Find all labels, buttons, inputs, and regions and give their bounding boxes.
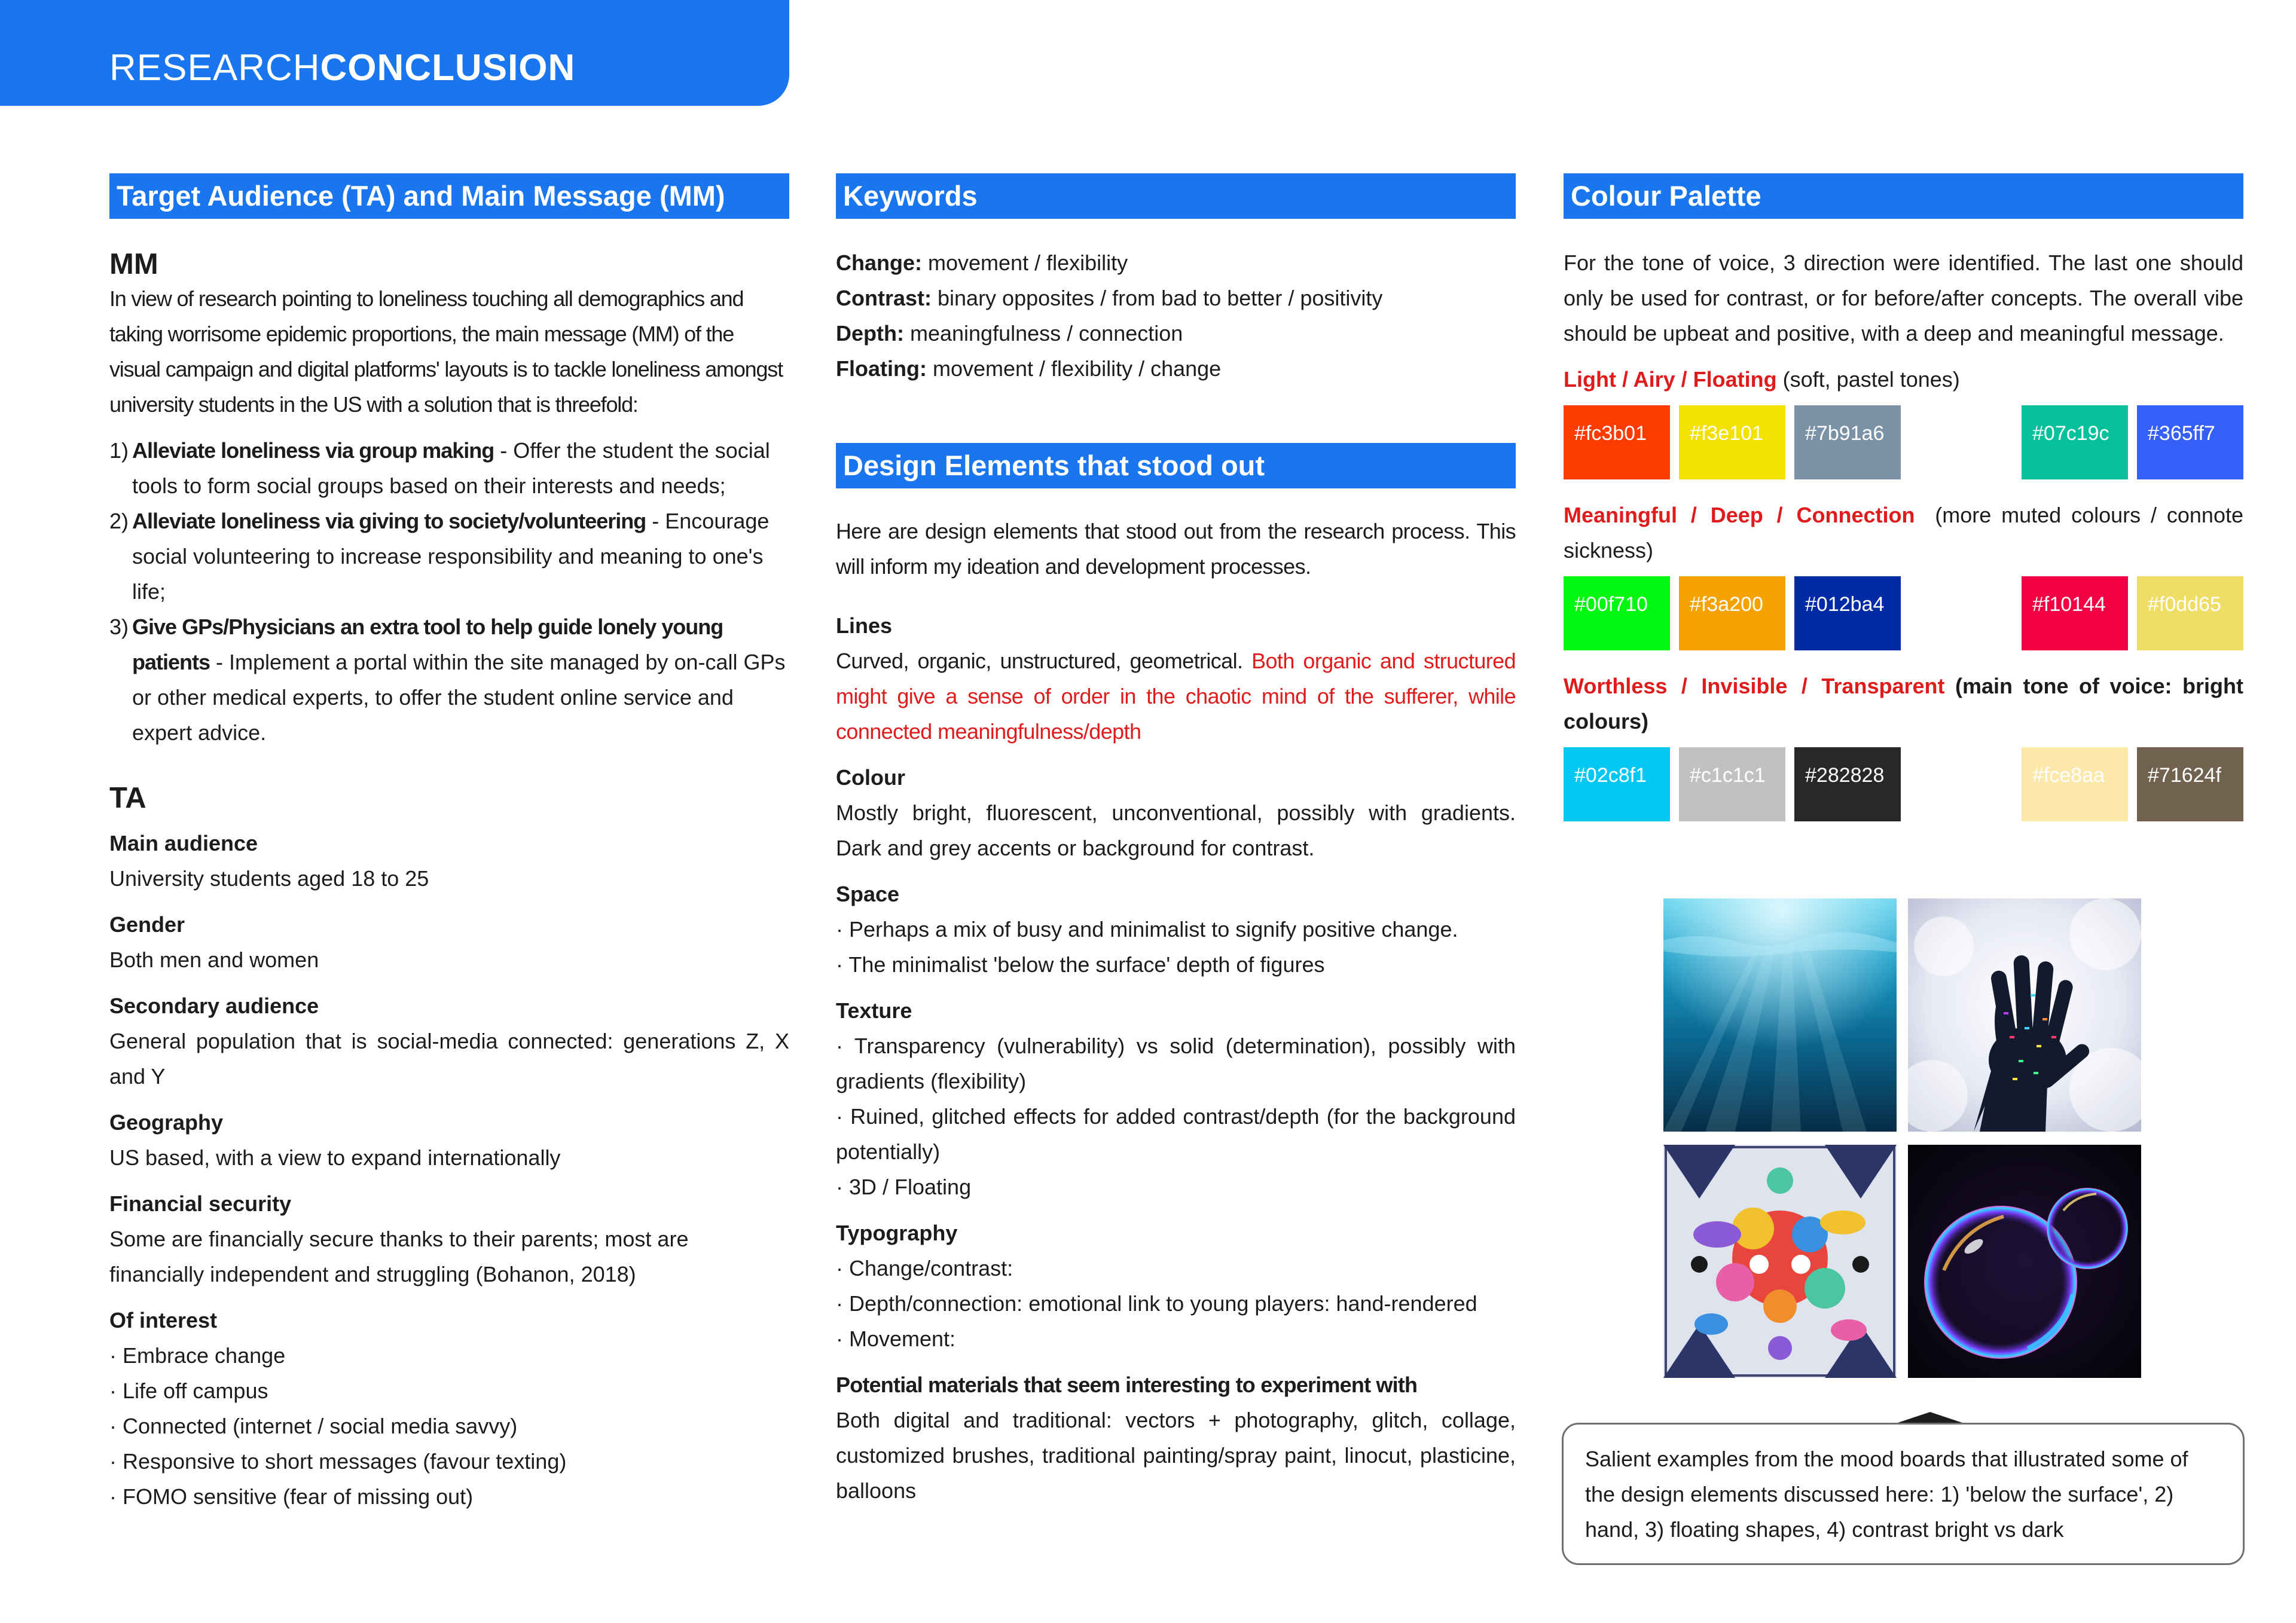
keyword-term: Change:	[836, 250, 922, 275]
ta-label-secondary-audience: Secondary audience	[109, 994, 319, 1018]
interest-item: · Responsive to short messages (favour texting)	[109, 1449, 567, 1474]
palette-group-label-meaningful	[1564, 497, 2250, 568]
color-swatch	[1679, 747, 1785, 821]
floating-shapes-image	[1663, 1145, 1897, 1378]
mm-paragraph: In view of research pointing to loneliness touching all demographics and taking worrisome epidemic proportions, the main message (MM) of the visual campaign and digital platforms' layouts is to tackle loneliness amongst university students in the US with a solution that is threefold:	[109, 286, 783, 417]
typography-label: Typography	[836, 1221, 958, 1245]
palette-group-note: (main tone of voice: bright colours)	[1564, 674, 2243, 733]
section-header-colour-palette: Colour Palette	[1564, 173, 2243, 219]
mm-list-item-2	[109, 503, 789, 609]
mm-list-number: 3)	[109, 615, 129, 639]
moodboard-photo-hand	[1908, 898, 2141, 1132]
keyword-desc: meaningfulness / connection	[903, 321, 1183, 346]
keyword-row	[836, 351, 1516, 386]
swatch-label: #012ba4	[1805, 593, 1885, 616]
ta-label-geography: Geography	[109, 1110, 224, 1135]
keyword-desc: movement / flexibility / change	[926, 356, 1222, 381]
color-swatch	[2022, 576, 2128, 650]
materials-label: Potential materials that seem interesting to experiment with	[836, 1373, 1418, 1397]
palette-group-note: (soft, pastel tones)	[1776, 367, 1960, 392]
mm-list-text: - Implement a portal within the site managed by on-call GPs or other medical experts, to offer the student online service and expert advice.	[132, 650, 786, 745]
palette-group-title: Light / Airy / Floating	[1564, 367, 1777, 392]
ta-value-secondary-audience: General population that is social-media connected: generations Z, X and Y	[109, 1029, 789, 1089]
space-label: Space	[836, 882, 900, 906]
page-title	[109, 47, 575, 89]
swatch-row-meaningful	[1564, 576, 2243, 650]
section-header-design-elements: Design Elements that stood out	[836, 443, 1516, 488]
mm-list-bold: Alleviate loneliness via giving to society/volunteering	[132, 509, 646, 533]
ta-value-geography: US based, with a view to expand internationally	[109, 1145, 561, 1170]
lines-label: Lines	[836, 613, 893, 638]
mm-list-number: 2)	[109, 509, 129, 533]
color-swatch	[1679, 576, 1785, 650]
moodboard-photo-underwater	[1663, 898, 1897, 1132]
lines-text-red: Both organic and structured might give a sense of order in the chaotic mind of the sufferer, while connected meaningfulness/depth	[836, 649, 1516, 744]
interest-item: · Connected (internet / social media savvy)	[109, 1414, 518, 1438]
mm-list-bold: Give GPs/Physicians an extra tool to help guide lonely young patients	[132, 615, 723, 674]
ta-value-gender: Both men and women	[109, 947, 319, 972]
swatch-label: #365ff7	[2148, 422, 2215, 445]
mm-list-item-3	[109, 609, 789, 750]
color-swatch	[2137, 576, 2243, 650]
page-title-light: RESEARCH	[109, 47, 320, 88]
interests-label: Of interest	[109, 1308, 218, 1332]
mm-heading: MM	[109, 248, 158, 280]
color-swatch	[1794, 576, 1901, 650]
hand-image	[1908, 898, 2141, 1132]
space-item: · Perhaps a mix of busy and minimalist to signify positive change.	[836, 917, 1458, 942]
color-swatch	[2137, 747, 2243, 821]
keyword-term: Contrast:	[836, 286, 932, 310]
moodboard-caption: Salient examples from the mood boards that illustrated some of the design elements discussed here: 1) 'below the surface', 2) hand, 3) floating shapes, 4) contrast bright vs dark	[1562, 1423, 2245, 1565]
color-swatch	[1794, 405, 1901, 479]
palette-intro: For the tone of voice, 3 direction were identified. The last one should only be used for contrast, or for before/after concepts. The overall vibe should be upbeat and positive, with a deep and meaningful message.	[1564, 250, 2243, 346]
swatch-row-light	[1564, 405, 2243, 479]
texture-item: · Transparency (vulnerability) vs solid (determination), possibly with gradients (flexibility)	[836, 1034, 1516, 1093]
swatch-label: #fce8aa	[2032, 764, 2105, 787]
mm-list-text: - Offer the student the social tools to form social groups based on their interests and needs;	[132, 438, 770, 498]
color-swatch	[1794, 747, 1901, 821]
color-swatch	[2022, 405, 2128, 479]
color-swatch	[1564, 405, 1670, 479]
swatch-label: #f10144	[2032, 593, 2106, 616]
underwater-image	[1663, 898, 1897, 1132]
color-swatch	[1679, 405, 1785, 479]
mm-list-bold: Alleviate loneliness via group making	[132, 438, 494, 463]
keyword-row	[836, 245, 1516, 280]
swatch-label: #02c8f1	[1574, 764, 1647, 787]
typography-item: · Movement:	[836, 1326, 956, 1351]
materials-text: Both digital and traditional: vectors + photography, glitch, collage, customized brushes, traditional painting/spray paint, linocut, plasticine, balloons	[836, 1408, 1516, 1503]
swatch-label: #71624f	[2148, 764, 2221, 787]
keyword-desc: movement / flexibility	[922, 250, 1128, 275]
mm-list-number: 1)	[109, 438, 129, 463]
lines-text-plain: Curved, organic, unstructured, geometrical.	[836, 649, 1252, 673]
color-swatch	[2137, 405, 2243, 479]
swatch-label: #7b91a6	[1805, 422, 1885, 445]
swatch-label: #fc3b01	[1574, 422, 1647, 445]
keyword-term: Floating:	[836, 356, 927, 381]
bubbles-image	[1908, 1145, 2141, 1378]
space-item: · The minimalist 'below the surface' depth of figures	[836, 952, 1325, 977]
typography-item: · Depth/connection: emotional link to young players: hand-rendered	[836, 1291, 1477, 1316]
color-swatch	[1564, 747, 1670, 821]
palette-group-label-worthless	[1564, 668, 2243, 739]
mm-list-item-1	[109, 433, 789, 503]
color-swatch	[1564, 576, 1670, 650]
swatch-label: #00f710	[1574, 593, 1648, 616]
interest-item: · Embrace change	[109, 1343, 286, 1368]
callout-notch	[1894, 1412, 1966, 1424]
texture-item: · 3D / Floating	[836, 1175, 972, 1199]
palette-group-title: Worthless / Invisible / Transparent	[1564, 674, 1945, 698]
moodboard-photo-bubbles	[1908, 1145, 2141, 1378]
interest-item: · FOMO sensitive (fear of missing out)	[109, 1484, 474, 1509]
column-keywords-design	[836, 173, 1516, 1508]
swatch-label: #f3e101	[1690, 422, 1763, 445]
swatch-label: #07c19c	[2032, 422, 2109, 445]
keyword-term: Depth:	[836, 321, 904, 346]
header-bar	[0, 0, 789, 106]
lines-text	[836, 643, 1516, 749]
interest-item: · Life off campus	[109, 1379, 268, 1403]
page-title-bold: CONCLUSION	[320, 47, 576, 88]
colour-text: Mostly bright, fluorescent, unconventional, possibly with gradients. Dark and grey accents or background for contrast.	[836, 800, 1516, 860]
ta-label-gender: Gender	[109, 912, 185, 937]
moodboard-photo-floating-shapes	[1663, 1145, 1897, 1378]
ta-label-main-audience: Main audience	[109, 831, 258, 855]
ta-value-main-audience: University students aged 18 to 25	[109, 866, 429, 891]
design-intro: Here are design elements that stood out from the research process. This will inform my ideation and development processes.	[836, 519, 1516, 579]
palette-group-note: (more muted colours / connote sickness)	[1564, 503, 2250, 563]
column-colour-palette	[1564, 173, 2250, 821]
swatch-label: #f0dd65	[2148, 593, 2221, 616]
texture-item: · Ruined, glitched effects for added contrast/depth (for the background potentially)	[836, 1104, 1516, 1164]
swatch-label: #c1c1c1	[1690, 764, 1766, 787]
ta-value-financial-security: Some are financially secure thanks to their parents; most are financially independent and struggling (Bohanon, 2018)	[109, 1227, 689, 1286]
swatch-label: #f3a200	[1690, 593, 1763, 616]
column-target-audience	[109, 173, 789, 1514]
texture-label: Texture	[836, 998, 912, 1023]
color-swatch	[2022, 747, 2128, 821]
keyword-row	[836, 280, 1516, 316]
swatch-label: #282828	[1805, 764, 1885, 787]
section-header-keywords: Keywords	[836, 173, 1516, 219]
palette-group-title: Meaningful / Deep / Connection	[1564, 503, 1915, 527]
swatch-row-worthless	[1564, 747, 2243, 821]
ta-label-financial-security: Financial security	[109, 1191, 292, 1216]
ta-heading: TA	[109, 782, 146, 814]
palette-group-label-light	[1564, 362, 2243, 397]
typography-item: · Change/contrast:	[836, 1256, 1013, 1280]
mm-list-text: - Encourage social volunteering to increase responsibility and meaning to one's life;	[132, 509, 770, 604]
keyword-desc: binary opposites / from bad to better / positivity	[932, 286, 1383, 310]
section-header-ta-mm: Target Audience (TA) and Main Message (MM)	[109, 173, 789, 219]
colour-label: Colour	[836, 765, 905, 790]
keyword-row	[836, 316, 1516, 351]
